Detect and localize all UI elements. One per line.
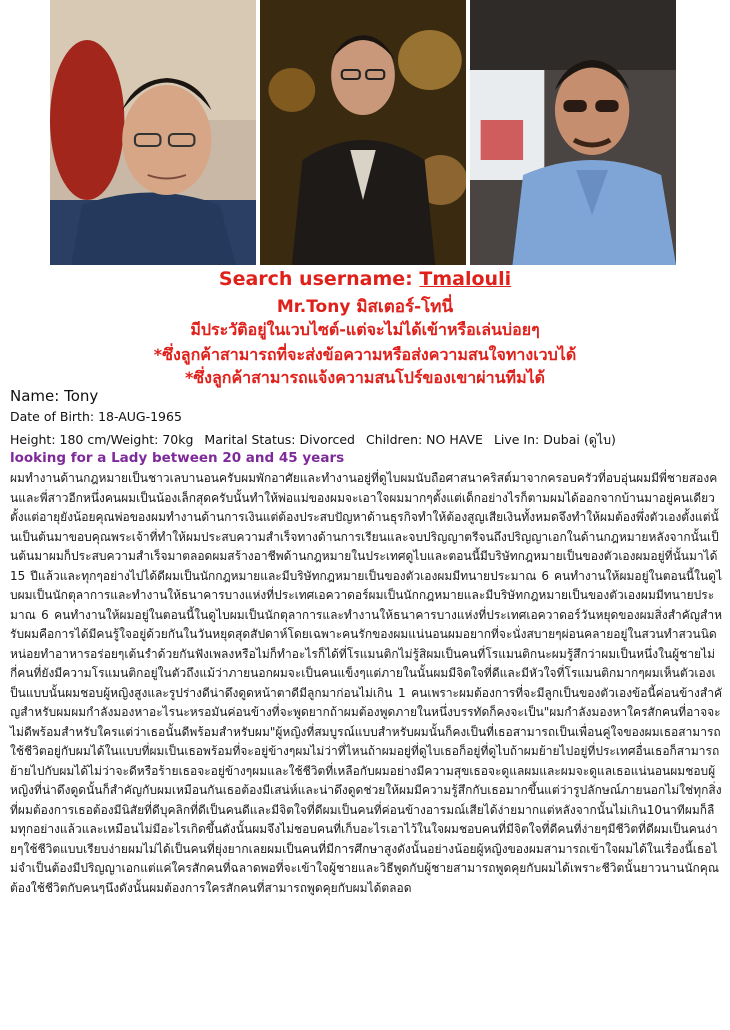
profile-live-in: Live In: Dubai (ดูไบ) [493, 432, 616, 447]
contact-notice: *ซึ่งลูกค้าสามารถที่จะส่งข้อความหรือส่งความสนใจทางเวบได้ [153, 345, 577, 364]
search-prefix: Search username: [218, 268, 420, 290]
team-notice: *ซึ่งลูกค้าสามารถแจ้งความสนโปร์ของเขาผ่านทีมได้ [184, 368, 546, 387]
profile-marital-status: Marital Status: Divorced [204, 432, 355, 447]
profile-name: Name: Tony [10, 387, 99, 405]
search-username-heading [0, 268, 730, 290]
profile-photo-3 [470, 0, 676, 265]
profile-details-line [10, 430, 725, 450]
bio-paragraph: ผมทำงานด้านกฎหมายเป็นชาวเลบานอนครับผมพักอาศัยและทำงานอยู่ที่ดูไบผมนับถือศาสนาคริสต์มาจากครอบครัวที่อบอุ่นผมมีพี่ชายสองคนและพี่สาวอีกหนึ่งคนผมเป็นน้องเล็กสุดครับนั้นทำให้พ่อแม่ของผมจะเอาใจผมมากๆตั้งแต่เด็กอย่างไรก็ตามผมได้ออกจากบ้านมาอยู่คนเดียวตั้งแต่อายุยังน้อยคุณพ่อของผมทำงานด้านการเงินแต่ต้องประสบปัญหาด้านธุรกิจทำให้ต้องสูญเสียเงินทั้งหมดจึงทำให้ผมต้องพึ่งตัวเองตั้งแต่นั้นเป็นต้นมาขอบคุณพระเจ้าที่ทำให้ผมประสบความสำเร็จทางด้านการเรียนและจบปริญญาตรีจนถึงปริญญาเอกในด้านกฎหมายหลังจากนั้นเป็นต้นมาผมก็ประสบความสำเร็จมาตลอดผมสร้างอาชีพด้านกฎหมายในประเทศดูไบและตอนนี้มีบริษัทกฎหมายเป็นของตัวเองผมอยู่ที่นั้นมาได้ 15 ปีแล้วและทุกๆอย่างไปได้ดีผมเป็นนักกฎหมายและมีบริษัทกฎหมายเป็นของตัวเองผมมีทนายประมาณ 6 คนทำงานให้ผมอยู่ในตอนนี้ในดูไบผมเป็นนักตุลาการและทำงานให้ธนาคารบางแห่งที่ประเทศเอควาดอร์ผมเป็นนักกฎหมายและมีบริษัทกฎหมายเป็นของตัวเองผมมีทนายประมาณ 6 คนทำงานให้ผมอยู่ในตอนนี้ในดูไบผมเป็นนักตุลาการและทำงานให้ธนาคารบางแห่งที่ประเทศเอควาดอร์วันหยุดของผมสิ่งสำคัญสำหรับผมคือการได้มีคนรู้ใจอยู่ด้วยกันในวันหยุดสุดสัปดาห์โดยเฉพาะคนรักของผมแน่นอนผมอยากที่จะนั่งสบายๆผ่อนคลายอยู่ในสวนทำสวนนิดหน่อยทำอาหารอร่อยๆเต้นรำด้วยกันฟังเพลงหรือไม่ก็ทำอะไรก็ได้ที่โรแมนติกไม่รู้สิผมเป็นคนที่โรแมนติกนะผมรู้สึกว่าผมเป็นหนึ่งในผู้ชายไม่กี่คนที่ยังมีความโรแมนติกอยู่ในตัวถึงแม้ว่าภายนอกผมจะเป็นคนแข็งๆแต่ภายในนั้นผมมีจิตใจที่ดีและมีหัวใจที่โรแมนติกมากๆผมเห็นตัวเองเป็นแบบนั้นผมชอบผู้หญิงสูงและรูปร่างดีน่าดึงดูดหน้าตาดีมีลูกมาก่อนไม่เกิน 1 คนเพราะผมต้องการที่จะมีลูกเป็นของตัวเองข้อนี้ค่อนข้างสำคัญสำหรับผมผมกำลังมองหาอะไรนะหรอมันค่อนข้างที่จะพูดยากถ้าผมต้องพูดภายในหนึ่งบรรทัดก็คงจะเป็น"ผมกำลังมองหาใครสักคนที่อาจจะไม่ดีพร้อมสำหรับใครแต่ว่าเธอนั้นดีพร้อมสำหรับผม"ผู้หญิงที่สมบูรณ์แบบสำหรับผมนั้นก็คงเป็นที่เธอสามารถเป็นเพื่อนคู่ใจของผมเธอสามารถใช้ชีวิตอยู่กับผมได้ในแบบที่ผมเป็นเธอพร้อมที่จะอยู่ข้างๆผมไม่ว่าที่ไหนถ้าผมอยู่ที่ดูไบเธอก็อยู่ที่ดูไบถ้าผมย้ายไปอยู่ที่ประเทศอื่นเธอก็สามารถย้ายไปกับผมได้ไม่ว่าจะดีหรือร้ายเธอจะอยู่ข้างๆผมและใช้ชีวิตที่เหลือกับผมอย่างมีความสุขเธอจะดูแลผมและผมจะดูแลเธอแน่นอนผมชอบผู้หญิงที่น่าดึงดูดนั้นก็สำคัญกับผมเหมือนกันเธอต้องมีเสน่ห์และน่าดึงดูดช่วยให้ผมมีความรู้สึกกับเธอมากขึ้นแต่ว่ารูปลักษณ์ภายนอกไม่ใช่ทุกสิ่งที่ผมต้องการเธอต้องมีนิสัยที่ดีบุคลิกที่ดีเป็นคนดีและมีจิตใจที่ดีผมเป็นคนที่ค่อนข้างอารมณ์เสียได้ง่ายมากแต่หลังจากนั้นไม่เกิน10นาทีผมก็ลืมทุกอย่างแล้วและเหมือนไม่มีอะไรเกิดขึ้นดังนั้นผมจึงไม่ชอบคนที่เก็บอะไรเอาไว้ในใจผมชอบคนที่มีจิตใจที่ดีคนที่ง่ายๆมีชีวิตที่ดีผมเป็นคนง่ายๆใช้ชีวิตแบบเรียบง่ายผมไม่ได้เป็นคนที่ยุ่งยากเลยผมเป็นคนที่มีการศึกษาสูงดังนั้นอย่างน้อยผู้หญิงของผมสามารถเข้าใจผมได้ในเรื่องนี้เธอไม่จำเป็นต้องมีปริญญาเอกแต่แค่ใครสักคนที่ฉลาดพอที่จะเข้าใจผู้ชายและวิธีพูดกับผู้ชายสามารถพูดคุยกับผมได้เพราะชีวิตนั้นยาวนานนักคุณต้องใช้ชีวิตกับคนๆนึงดังนั้นผมต้องการใครสักคนที่สามารถพูดคุยกับผมได้ตลอด [10, 471, 722, 895]
username-link[interactable]: Tmalouli [419, 268, 512, 290]
profile-photo-1 [50, 0, 256, 265]
display-name-heading: Mr.Tony มิสเตอร์-โทนี่ [276, 297, 454, 317]
photo-strip [50, 0, 676, 265]
profile-children: Children: NO HAVE [365, 432, 483, 447]
profile-height-weight: Height: 180 cm/Weight: 70kg [10, 432, 194, 447]
website-notice: มีประวัติอยู่ในเวบไซต์-แต่จะไม่ได้เข้าหรือเล่นบ่อยๆ [190, 320, 540, 339]
profile-photo-2 [260, 0, 466, 265]
looking-for: looking for a Lady between 20 and 45 years [10, 450, 345, 466]
profile-dob: Date of Birth: 18-AUG-1965 [10, 409, 182, 424]
